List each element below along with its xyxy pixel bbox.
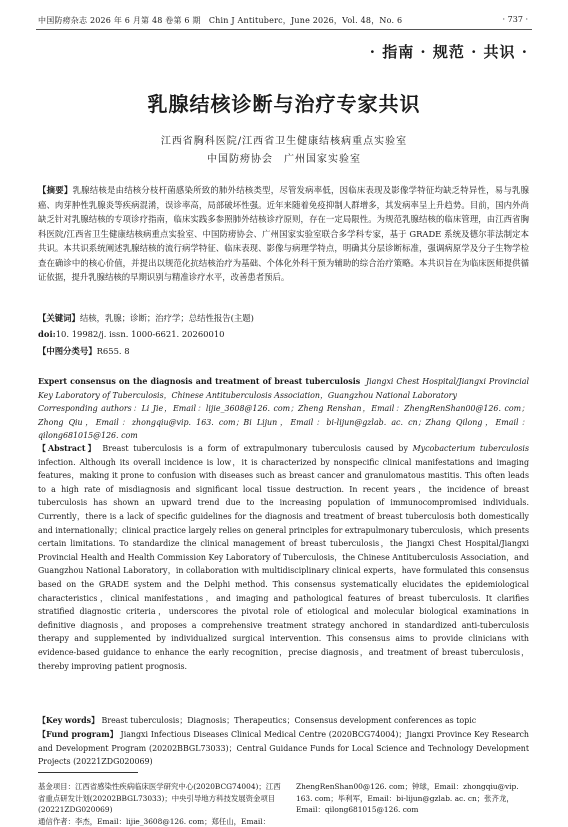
header-rule: [36, 29, 532, 30]
keywords-text: 结核，乳腺；诊断；治疗学；总结性报告(主题): [79, 313, 254, 323]
pathogen-name: Mycobacterium tuberculosis: [412, 444, 529, 453]
keywords-label: 【关键词】: [38, 313, 80, 323]
affiliation-line-2: 中国防痨协会 广州国家实验室: [207, 154, 361, 165]
doi-label: doi:: [38, 329, 56, 339]
doi-value: 10. 19982/j. issn. 1000-6621. 20260010: [55, 329, 225, 339]
english-title: Expert consensus on the diagnosis and treatment of breast tuberculosis: [38, 377, 361, 386]
article-title: 乳腺结核诊断与治疗专家共识: [147, 94, 421, 116]
section-tag: · 指南 · 规范 · 共识 ·: [369, 43, 528, 61]
english-authors: Jiangxi Chest Hospital/Jiangxi Provincial Key Laboratory of Tuberculosis，Chinese Antituberculosis Association，Guangzhou National Laboratory: [38, 377, 529, 400]
doi: [38, 327, 529, 342]
english-keywords: [38, 714, 529, 728]
english-abstract-label: 【Abstract】: [38, 444, 98, 453]
fund-label: 【Fund program】: [38, 730, 118, 739]
abstract-text: 乳腺结核是由结核分枝杆菌感染所致的肺外结核类型，尽管发病率低，因临床表现及影像学特征均缺乏特异性，易与乳腺癌、肉芽肿性乳腺炎等疾病混淆，误诊率高，局部破坏性强。近年来随着免疫抑制人群增多，其发病率呈上升趋势。目前，国内外尚缺乏针对乳腺结核的专项诊疗指南，临床实践多参照肺外结核诊疗原则，存在一定局限性。为规范乳腺结核的临床管理，由江西省胸科医院/江西省卫生健康结核病重点实验室、中国防痨协会、广州国家实验室联合多学科专家，基于 GRADE 系统及德尔菲法制定本共识。本共识系统阐述乳腺结核的流行病学特征、临床表现、影像与病理学特点，明确其分层诊断标准，强调病原学及分子生物学检查在确诊中的核心价值，并提出以规范化抗结核治疗为基础、个体化外科干预为辅助的综合治疗策略。本共识旨在为临床医师提供循证依据，提升乳腺结核的早期识别与精准诊疗水平，改善患者预后。: [38, 185, 530, 282]
chinese-abstract: [38, 183, 529, 285]
page-number: · 737 ·: [502, 15, 528, 24]
clc-label: 【中图分类号】: [38, 346, 97, 356]
abstract-label: 【摘要】: [38, 185, 73, 195]
english-keywords-label: 【Key words】: [38, 716, 99, 725]
fund-text: Jiangxi Infectious Diseases Clinical Medical Centre (2020BCG74004)；Jiangxi Province Key Research and Development Program (20202BBGL73033)；Central Guidance Funds for Local Science and Technology Development Projects (20221ZDG020069): [38, 730, 529, 767]
english-abstract: [38, 442, 529, 673]
chinese-keywords: [38, 311, 529, 326]
footnote-rule: [38, 772, 138, 773]
affiliation-line-1: 江西省胸科医院/江西省卫生健康结核病重点实验室: [160, 136, 408, 147]
classification-code: [38, 344, 529, 359]
english-abstract-text-1: Breast tuberculosis is a form of extrapulmonary tuberculosis caused by: [102, 444, 413, 453]
english-keywords-text: Breast tuberculosis；Diagnosis；Therapeutics；Consensus development conferences as topic: [101, 716, 477, 725]
corresponding-authors: Corresponding authors：Li Jie，Email：lijie_3608@126. com；Zheng Renshan，Email：ZhengRenShan00@126. com；Zhong Qiu，Email：zhongqiu@vip. 163. com；Bi Lijun，Email：bi-lijun@gzlab. ac. cn；Zhang Qilong，Email：qilong681015@126. com: [38, 404, 529, 441]
journal-header: 中国防痨杂志 2026 年 6 月第 48 卷第 6 期 Chin J Antituberc，June 2026，Vol. 48，No. 6: [38, 16, 403, 25]
fund-program: [38, 728, 529, 769]
clc-value: R655. 8: [96, 346, 130, 356]
english-title-block: [38, 375, 529, 443]
english-abstract-text-2: infection. Although its overall incidence is low，it is characterized by nonspecific clinical manifestations and imaging features，making it prone to confusion with diseases such as breast cancer and granulomatous mastitis. This often leads to a high rate of misdiagnosis and significant local tissue destruction. In recent years，the incidence of breast tuberculosis has shown an upward trend due to the increasing population of immunocompromised individuals. Currently，there is a lack of specific guidelines for the diagnosis and treatment of breast tuberculosis both domestically and internationally；clinical practice largely relies on general principles for extrapulmonary tuberculosis，which presents certain limitations. To standardize the clinical management of breast tuberculosis，the Jiangxi Chest Hospital/Jiangxi Provincial Health and Health Commission Key Laboratory of Tuberculosis，the Chinese Antituberculosis Association，and Guangzhou National Laboratory，in collaboration with multidisciplinary clinical experts，have formulated this consensus based on the GRADE system and the Delphi method. This consensus systematically elucidates the epidemiological characteristics，clinical manifestations，and imaging and pathological features of breast tuberculosis. It clarifies stratified diagnostic criteria，underscores the pivotal role of etiological and molecular biological examinations in definitive diagnosis，and proposes a comprehensive treatment strategy anchored in standardized anti-tuberculosis therapy and supplemented by individualized surgical intervention. This consensus aims to provide clinicians with evidence-based guidance to enhance the early recognition，precise diagnosis，and treatment of breast tuberculosis，thereby improving patient prognosis.: [38, 457, 529, 671]
footnote-right: ZhengRenShan00@126. com；钟球，Email：zhongqiu@vip. 163. com；毕利军，Email：bi-lijun@gzlab. ac. cn；张齐龙，Email：qilong681015@126. com: [296, 782, 519, 814]
footnote-left: 基金项目：江西省感染性疾病临床医学研究中心(2020BCG74004)；江西省重点研发计划(20202BBGL73033)；中央引导地方科技发展资金项目(20221ZDG020069) 通信作者：李杰，Email：lijie_3608@126. com；郑任山，Email：: [38, 782, 281, 826]
